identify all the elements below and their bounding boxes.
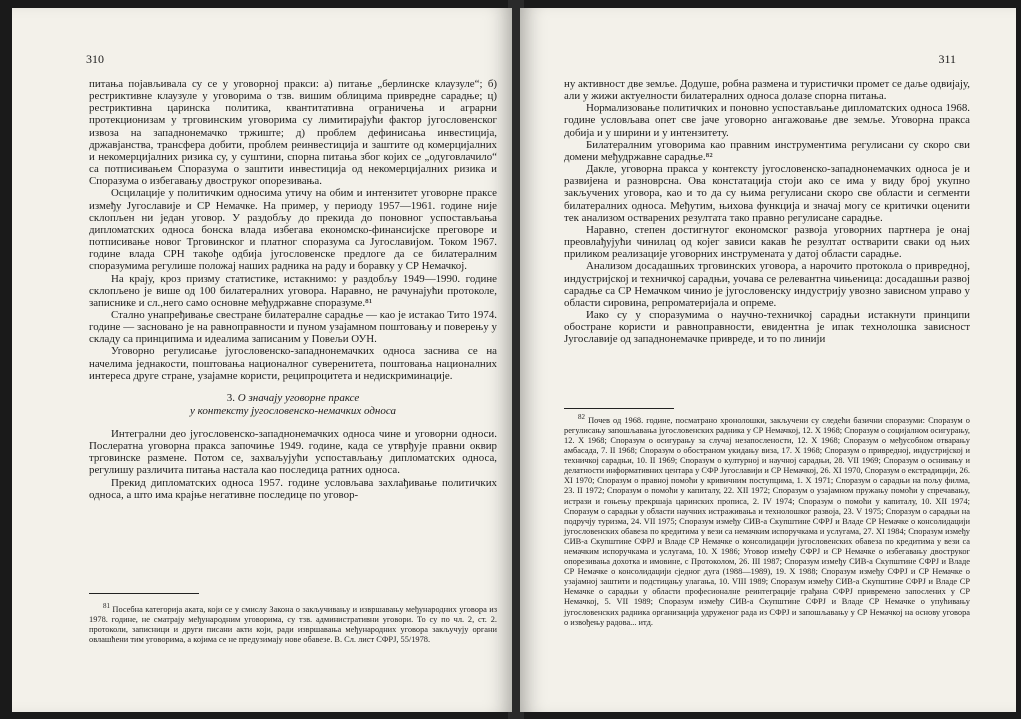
section-title-line2: у контексту југословенско-немачких односа bbox=[190, 404, 396, 417]
paragraph: ну активност две земље. Додуше, робна размена и туристички промет се даље одвијају, али у жижи актуелности билатералних односа долазе спорна питања. bbox=[564, 78, 970, 103]
paragraph: На крају, кроз призму статистике, истакнимо: у раздобљу 1949—1990. године склопљено је више од 100 билатералних уговора. Наравно, не рачунајући протоколе, записнике и сл.,него само основне међудржавне споразуме.⁸¹ bbox=[89, 272, 497, 309]
footnote-rule bbox=[564, 408, 674, 409]
paragraph: питања појављивала су се у уговорној пракси: а) питање „берлинске клаузуле“; б) рестриктивне клаузуле у уговорима о тзв. вишим облицима привредне сарадње; ц) рестриктивна царинска политика, квантитативна ограничења и аграрни протекционизам у трговинским уговорима су лимитирајући фактор југословенског извоза на западнонемачко тржиште; д) проблем дефинисања инвестиција, државјанства, трансфера добити, проблем реинвестиција и заштите од комерцијалних и некомерцијалних ризика су, у суштини, спорна питања због којих се „одуговлачило“ са потписивањем Споразума о заштити инвестиција од некомерцијалних ризика и Споразума о избегавању двоструког опорезивања. bbox=[89, 78, 497, 188]
paragraph: Интегрални део југословенско-западнонемачких односа чине и уговорни односи. Послератна уговорна пракса започиње 1949. године, када се утврђује правни оквир трговинске размене. Потом се, захваљујући успостављању дипломатских односа, регулишу различита питања настала као последица ратних односа. bbox=[89, 427, 497, 477]
footnote-mark: 81 bbox=[103, 602, 110, 610]
footnote bbox=[564, 412, 970, 628]
page-number: 311 bbox=[938, 52, 956, 66]
paragraph: Уговорно регулисање југословенско-западнонемачких односа заснива се на начелима једнакости, поштовања националног суверенитета, поштовања националних интереса друге стране, узајамне користи, реципроцитета и недискриминације. bbox=[89, 345, 497, 382]
section-number: 3. bbox=[226, 391, 235, 404]
page-number: 310 bbox=[86, 52, 104, 66]
paragraph: Стално унапређивање свестране билатералне сарадње — као је истакао Тито 1974. године — засновано је на равноправности и пуном узајамном поштовању и поверењу у складу са принципима и идеалима записаним у Повељи ОУН. bbox=[89, 308, 497, 346]
footnote-text: Посебна категорија аката, који се у смислу Закона о закључивању и извршавању међународних уговора из 1978. године, не сматрају међународним уговорима, су тзв. административни уговори. То су по чл. 2, ст. 2. протоколи, записници и други писани акти који, ради извршавања међународних уговора закључују органи овлашћени тим уговорима, а којима се не предузимају нове обавезе. В. Сл. лист СФРЈ, 55/1978. bbox=[89, 604, 498, 645]
footnote bbox=[89, 601, 497, 645]
section-heading bbox=[89, 392, 497, 418]
left-page bbox=[12, 8, 512, 712]
paragraph: Прекид дипломатских односа 1957. године условљава захлађивање политичких односа, а што има крајње негативне последице по уговор- bbox=[89, 476, 497, 501]
footnote-rule bbox=[89, 593, 199, 594]
footnote-text: Почев од 1968. године, посматрано хронолошки, закључени су следећи базични споразуми: Споразум о регулисању запошљавања југословенских радника у СР Немачкој, 12. X 1968; Споразум о социјалном осигурању, 12. X 1968; Споразум о осигурању за случај незапослености, 12. X 1968; Споразум о међусобном отварању амбасада, 7. II 1968; Споразум о обостраном укидању виза, 17. X 1968; Споразум о привредној, индустријској и техничкој сарадњи, 10. II 1969; Споразум о културној и научној сарадњи, 28. VII 1969; Споразум о оснивању и делатности информативних центара у СФР Југославији и СР Немачкој, 26. XI 1970, Споразум о екстрадицији, 26. XI 1970; Споразум о правној помоћи у кривичним поступцима, 1. X 1971; Споразум о сарадњи на пољу филма, 23. II 1972; Споразум о помоћи у капиталу, 22. XII 1972; Споразум о узајамном пружању помоћи у спречавању, истрази и гоњењу прекршаја царинских прописа, 2. IV 1974; Споразум о помоћи у капиталу, 10. XII 1974; Споразум о сарадњи у области научних истраживања и технолошког развоја, 23. V 1975; Споразум о сарадњи на подручју туризма, 24. VII 1975; Споразум између СИВ-а Скупштине СФРЈ и Владе СР Немачке о консолидацији југословенских обавеза по кредитима у вези са немачким испоручкама и услугама, 27. XI 1984; Споразум између СИВ-а Скупштине СФРЈ и Владе СР Немачке о консолидацији југословенских обавеза по кредитима у вези са немачким испоручкама и услугама, 10. X 1986; Уговор између СФРЈ и СР Немачке о избегавању двоструког опорезивања дохотка и имовине, с Протоколом, 26. III 1987; Споразум између СИВ-а Скупштине СФРЈ и Владе СР Немачке о консолидацији сједног дуга (1988—1989), 19. X 1988; Споразум између СФРЈ и СР Немачке о узајамној заштити и подстицању улагања, 10. VIII 1989; Споразум између СИВ-а Скупштине СФРЈ и Владе СР Немачке о сарадњи у области професионалне реинтеграције грађана СФРЈ привремено запослених у СР Немачкој, 5. VII 1989; Споразум између СИВ-а Скупштине СФРЈ и Владе СР Немачке о упућивању југословенских радника организација удруженог рада из СФРЈ и запошљавању у СР Немачкој на основу уговора о извођењу радова... итд. bbox=[564, 415, 970, 627]
paragraph: Нормализовање политичких и поновно успостављање дипломатских односа 1968. године условљава опет све јаче уговорно ангажовање две земље. Уговорна пракса добија и у ширини и у интензитету. bbox=[564, 102, 970, 139]
paragraph: Иако су у споразумима о научно-техничкој сарадњи истакнути принципи обостране користи и равноправности, евидентна је ипак технолошка зависност Југославије од западнонемачке привреде, и то по линији bbox=[564, 308, 970, 346]
paragraph: Дакле, уговорна пракса у контексту југословенско-западнонемачких односа је и развијена и разноврсна. Ова констатација стоји ако се има у виду број укупно закључених уговора, као и то да су њима регулисани скоро све области и сегменти билатералних односа. Међутим, њихова функција и значај могу се критички оценити тек анализом остварених резултата тако правно регулисане сарадње. bbox=[564, 163, 970, 224]
section-title-line1: О значају уговорне праксе bbox=[237, 391, 360, 404]
paragraph: Осцилације у политичким односима утичу на обим и интензитет уговорне праксе између Југославије и СР Немачке. На пример, у периоду 1957—1961. године није склопљен ни један уговор. У раздобљу до прекида до поновног успостављања дипломатских односа бонска влада избегава економско-финансијске преговоре и потписивање новог Трговинског и платног споразума са Југославијом. Током 1967. године влада СРН такође одбија југословенске предлоге да се билатералним споразумима регулише положај наших радника на раду и боравку у СР Немачкој. bbox=[89, 187, 497, 273]
main-text bbox=[564, 78, 970, 345]
paragraph: Анализом досадашњих трговинских уговора, а нарочито протокола о привредној, индустријској и техничкој сарадњи, уочава се релевантна чињеница: досадашњи развој сарадње са СР Немачком чинио је југословенску индустрију увозно зависном управо у области сировина, репроматеријала и опреме. bbox=[564, 260, 970, 309]
main-text bbox=[89, 78, 497, 501]
footnote-mark: 82 bbox=[578, 413, 585, 421]
right-page bbox=[520, 8, 1016, 712]
paragraph: Наравно, степен достигнутог економског развоја уговорних партнера је онај преовлађујући чинилац од којег зависи какав ће резултат остварити сваки од њих приликом реализације уговорних инструмената у датој области сарадње. bbox=[564, 223, 970, 261]
paragraph: Билатералним уговорима као правним инструментима регулисани су скоро сви домени међудржавне сарадње.⁸² bbox=[564, 138, 970, 163]
